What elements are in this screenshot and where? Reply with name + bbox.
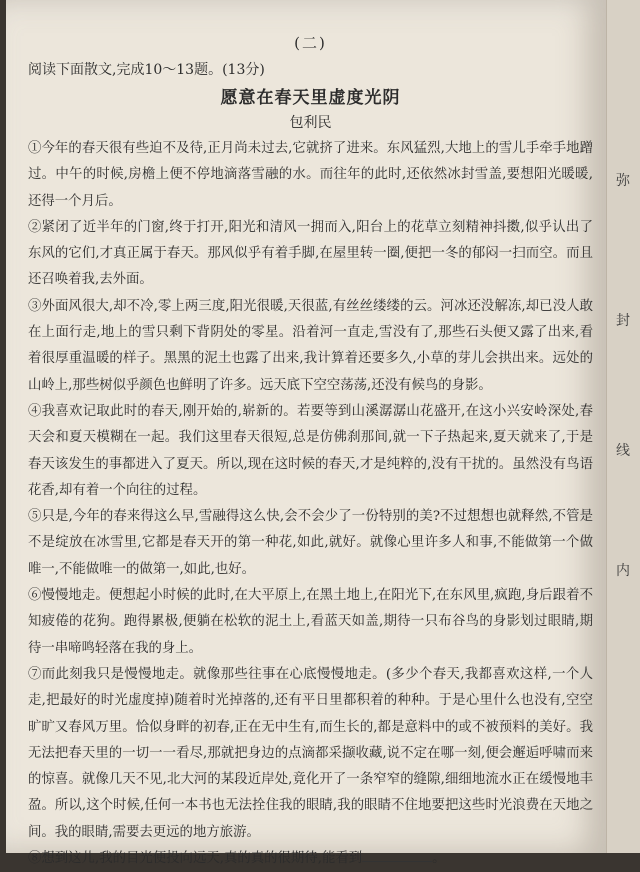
paragraph-text: ⑧想到这儿,我的目光便投向远天,真的真的很期待,能看到	[28, 851, 363, 867]
paragraph: ⑤只是,今年的春来得这么早,雪融得这么快,会不会少了一份特别的美?不过想想也就释然,不管是不是绽放在冰雪里,它都是春天开的第一种花,如此,就好。就像心里许多人和事,不能做第一个做唯一,不能做唯一的做第一,如此,也好。	[28, 509, 593, 577]
margin-char: 封	[616, 313, 630, 329]
question-instruction: 阅读下面散文,完成10～13题。(13分)	[28, 62, 265, 78]
essay-title: 愿意在春天里虚度光阴	[220, 88, 401, 108]
margin-char: 线	[616, 443, 630, 459]
margin-char: 内	[616, 563, 630, 579]
paragraph-last: ⑧想到这儿,我的目光便投向远天,真的真的很期待,能看到 。	[28, 851, 446, 867]
essay-author: 包利民	[289, 115, 332, 131]
paragraph: ⑦而此刻我只是慢慢地走。就像那些往事在心底慢慢地走。(多少个春天,我都喜欢这样,一个人走,把最好的时光虚度掉)随着时光掉落的,还有平日里都积着的种种。于是心里什么也没有,空空旷旷又春风万里。恰似身畔的初春,正在无中生有,而生长的,都是意料中的或不被预料的美好。我无法把春天里的一切一一看尽,那就把身边的点滴都采撷收藏,说不定在哪一刻,便会邂逅呼啸而来的惊喜。就像几天不见,北大河的某段近岸处,竟化开了一条窄窄的缝隙,细细地流水正在缓慢地丰盈。所以,这个时候,任何一本书也无法拴住我的眼睛,我的眼睛不住地要把这些时光浪费在天地之间。我的眼睛,需要去更远的地方旅游。	[28, 666, 593, 840]
answer-blank[interactable]	[362, 849, 432, 862]
exam-page	[28, 32, 593, 872]
paragraph: ④我喜欢记取此时的春天,刚开始的,崭新的。若要等到山溪潺潺山花盛开,在这小兴安岭深处,春天会和夏天模糊在一起。我们这里春天很短,总是仿佛刹那间,就一下子热起来,夏天就来了,于是春天该发生的事都进入了夏天。所以,现在这时候的春天,才是纯粹的,没有干扰的。虽然没有鸟语花香,却有着一个向往的过程。	[28, 403, 593, 498]
margin-char: 弥	[616, 173, 630, 189]
paragraph: ②紧闭了近半年的门窗,终于打开,阳光和清风一拥而入,阳台上的花草立刻精神抖擞,似乎认出了东风的它们,才真正属于春天。那风似乎有着手脚,在屋里转一圈,便把一冬的郁闷一扫而空。而且还召唤着我,去外面。	[28, 219, 593, 288]
seal-margin	[606, 0, 640, 853]
paragraph: ⑥慢慢地走。便想起小时候的此时,在大平原上,在黑土地上,在阳光下,在东风里,疯跑,身后跟着不知疲倦的花狗。跑得累极,便躺在松软的泥土上,看蓝天如盖,期待一只布谷鸟的身影划过眼睛,期待一串啼鸣轻落在我的身上。	[28, 588, 593, 656]
paragraph: ③外面风很大,却不冷,零上两三度,阳光很暖,天很蓝,有丝丝缕缕的云。河冰还没解冻,却已没人敢在上面行走,地上的雪只剩下背阴处的零星。沿着河一直走,雪没有了,那些石头便又露了出来,看着很厚重温暖的样子。黑黑的泥土也露了出来,我计算着还要多久,小草的芽儿会拱出来。远处的山岭上,那些树似乎颜色也鲜明了许多。远天底下空空荡荡,还没有候鸟的身影。	[28, 298, 593, 393]
section-number: (二)	[294, 34, 327, 52]
paragraph: ①今年的春天很有些迫不及待,正月尚未过去,它就挤了进来。东风猛烈,大地上的雪儿手牵手地蹭过。中午的时候,房檐上便不停地滴落雪融的水。而往年的此时,还依然冰封雪盖,要想阳光暖暖,还得一个月后。	[28, 141, 593, 209]
